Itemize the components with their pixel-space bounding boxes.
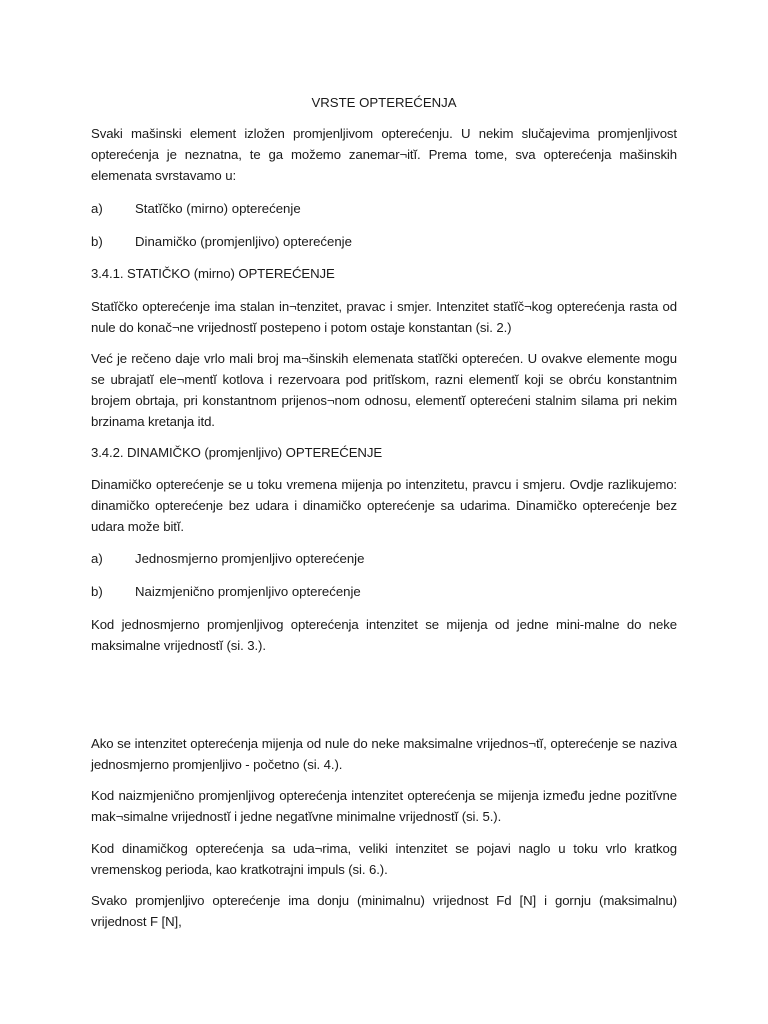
list-marker: a) xyxy=(91,551,103,566)
document-title: VRSTE OPTEREĆENJA xyxy=(311,95,457,110)
list-item-text: Statĭčko (mirno) opterećenje xyxy=(135,201,301,216)
section-heading-dynamic: 3.4.2. DINAMIČKO (promjenljivo) OPTEREĆENJE xyxy=(91,445,383,460)
section-heading-static: 3.4.1. STATIČKO (mirno) OPTEREĆENJE xyxy=(91,266,335,281)
list-item-dynamic xyxy=(91,231,352,252)
paragraph-static-definition: Statĭčko opterećenje ima stalan in¬tenzitet, pravac i smjer. Intenzitet statĭč¬kog opterećenja rasta od nule do konač¬ne vrijednostĭ postepeno i potom ostaje konstantan (si. 2.) xyxy=(91,299,677,335)
paragraph-impact: Kod dinamičkog opterećenja sa uda¬rima, veliki intenzitet se pojavi naglo u toku vrlo kratkog vremenskog perioda, kao kratkotrajni impuls (si. 6.). xyxy=(91,841,677,877)
paragraph-intro: Svaki mašinski element izložen promjenljivom opterećenju. U nekim slučajevima promjenljivost opterećenja je neznatna, te ga možemo zanemar¬itĭ. Prema tome, sva opterećenja mašinskih elemenata svrstavamo u: xyxy=(91,126,677,183)
list-marker: b) xyxy=(91,234,103,249)
paragraph-limits: Svako promjenljivo opterećenje ima donju (minimalnu) vrijednost Fd [N] i gornju (maksimalnu) vrijednost F [N], xyxy=(91,893,677,929)
list-item-unidirectional xyxy=(91,548,364,569)
list-item-text: Jednosmjerno promjenljivo opterećenje xyxy=(135,551,365,566)
list-item-alternating xyxy=(91,581,361,602)
list-item-text: Dinamičko (promjenljivo) opterećenje xyxy=(135,234,352,249)
paragraph-dynamic-definition: Dinamičko opterećenje se u toku vremena mijenja po intenzitetu, pravcu i smjeru. Ovdje razlikujemo: dinamičko opterećenje bez udara i dinamičko opterećenje sa udarima. Dinamičko opterećenje bez udara može bitĭ. xyxy=(91,477,677,534)
list-item-static xyxy=(91,198,301,219)
paragraph-initial: Ako se intenzitet opterećenja mijenja od nule do neke maksimalne vrijednos¬tĭ, opterećenje se naziva jednosmjerno promjenljivo - početno (si. 4.). xyxy=(91,736,677,772)
list-item-text: Naizmjenično promjenljivo opterećenje xyxy=(135,584,361,599)
paragraph-unidirectional: Kod jednosmjerno promjenljivog opterećenja intenzitet se mijenja od jedne mini-malne do neke maksimalne vrijednostĭ (si. 3.). xyxy=(91,617,677,653)
list-marker: a) xyxy=(91,201,103,216)
paragraph-static-examples: Već je rečeno daje vrlo mali broj ma¬šinskih elemenata statĭčki opterećen. U ovakve elemente mogu se ubrajatĭ ele¬mentĭ kotlova i rezervoara pod pritĭskom, razni elementĭ koji se obrću konstantnim brojem obrtaja, pri konstantnom prijenos¬nom odnosu, elementĭ opterećeni stalnim silama pri nekim brzinama kretanja itd. xyxy=(91,351,677,429)
list-marker: b) xyxy=(91,584,103,599)
paragraph-alternating: Kod naizmjenično promjenljivog opterećenja intenzitet opterećenja se mijenja između jedne pozitĭvne mak¬simalne vrijednostĭ i jedne negatĭvne minimalne vrijednostĭ (si. 5.). xyxy=(91,788,677,824)
